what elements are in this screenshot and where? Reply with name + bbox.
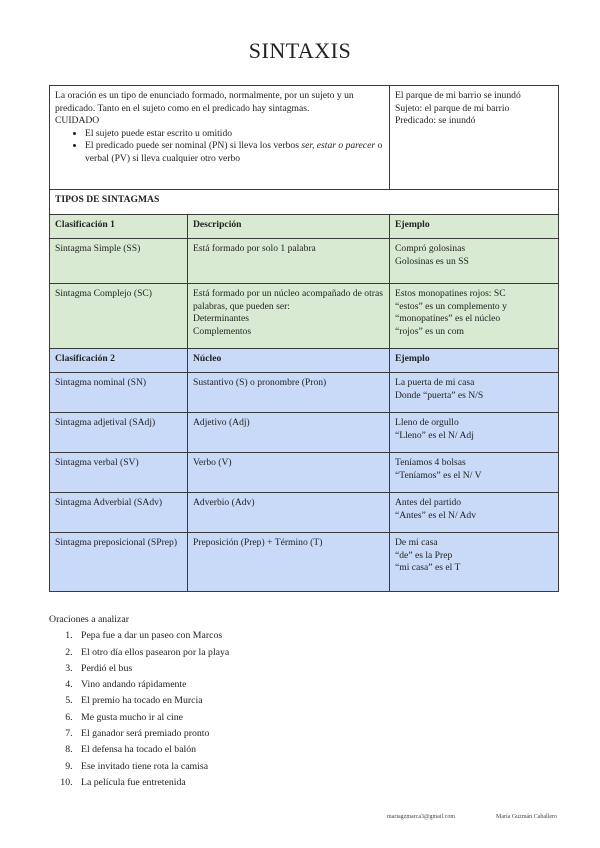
tipos-heading: TIPOS DE SINTAGMAS <box>50 190 559 215</box>
footer-email: mariagzmarca3@gmail.com <box>387 814 455 820</box>
column-header: Clasificación 1 <box>50 215 188 239</box>
table-cell: Adjetivo (Adj) <box>188 413 390 453</box>
column-header: Clasificación 2 <box>50 349 188 373</box>
oraciones-list <box>49 628 229 791</box>
table-cell: Sintagma preposicional (SPrep) <box>50 533 188 592</box>
list-item: • El sujeto puede estar escrito u omitido <box>85 128 384 141</box>
table-row <box>50 239 559 284</box>
column-header: Descripción <box>188 215 390 239</box>
column-header: Ejemplo <box>390 349 559 373</box>
table-cell: Lleno de orgullo “Lleno” es el N/ Adj <box>390 413 559 453</box>
table-cell: Está formado por un núcleo acompañado de otras palabras, que pueden ser: Determinantes Complementos <box>188 284 390 349</box>
table-cell: Sintagma verbal (SV) <box>50 453 188 493</box>
table-row <box>50 284 559 349</box>
list-item: 7. El ganador será premiado pronto <box>75 726 229 742</box>
table-row <box>50 493 559 533</box>
table-cell: Está formado por solo 1 palabra <box>188 239 390 284</box>
class2-header-row <box>50 349 559 373</box>
table-cell: Adverbio (Adv) <box>188 493 390 533</box>
oraciones-section <box>49 612 229 791</box>
table-cell: La puerta de mi casa Donde “puerta” es N/S <box>390 373 559 413</box>
intro-text-cell <box>50 86 390 190</box>
table-row <box>50 533 559 592</box>
list-item: • El predicado puede ser nominal (PN) si lleva los verbos ser, estar o parecer o verbal (PV) si lleva cualquier otro verbo <box>85 140 384 165</box>
list-item: 9. Ese invitado tiene rota la camisa <box>75 759 229 775</box>
list-item: 2. El otro día ellos pasearon por la playa <box>75 645 229 661</box>
table-row <box>50 373 559 413</box>
list-item: 3. Perdió el bus <box>75 661 229 677</box>
table-cell: Sintagma Complejo (SC) <box>50 284 188 349</box>
page-title: SINTAXIS <box>248 38 352 63</box>
intro-paragraph: La oración es un tipo de enunciado formado, normalmente, por un sujeto y un predicado. Tanto en el sujeto como en el predicado hay sintagmas. <box>55 90 354 114</box>
table-cell: Antes del partido “Antes” es el N/ Adv <box>390 493 559 533</box>
column-header: Núcleo <box>188 349 390 373</box>
sintagmas-table <box>49 85 559 592</box>
column-header: Ejemplo <box>390 215 559 239</box>
table-row <box>50 453 559 493</box>
table-cell: Sintagma Adverbial (SAdv) <box>50 493 188 533</box>
table-cell: De mi casa “de” es la Prep “mi casa” es el T <box>390 533 559 592</box>
oraciones-heading: Oraciones a analizar <box>49 614 129 625</box>
class1-header-row <box>50 215 559 239</box>
table-cell: Estos monopatines rojos: SC “estos” es un complemento y “monopatines” es el núcleo “rojos” es un com <box>390 284 559 349</box>
table-cell: Sintagma adjetival (SAdj) <box>50 413 188 453</box>
tipos-heading-row <box>50 190 559 215</box>
list-item: 4. Vino andando rápidamente <box>75 677 229 693</box>
table-cell: Compró golosinas Golosinas es un SS <box>390 239 559 284</box>
table-cell: Teníamos 4 bolsas “Teníamos” es el N/ V <box>390 453 559 493</box>
table-cell: Sustantivo (S) o pronombre (Pron) <box>188 373 390 413</box>
table-cell: Sintagma nominal (SN) <box>50 373 188 413</box>
list-item: 8. El defensa ha tocado el balón <box>75 742 229 758</box>
intro-example-cell: El parque de mi barrio se inundó Sujeto: el parque de mi barrio Predicado: se inundó <box>390 86 559 190</box>
cuidado-list <box>55 128 384 166</box>
table-cell: Verbo (V) <box>188 453 390 493</box>
list-item: 10. La película fue entretenida <box>75 775 229 791</box>
list-item: 6. Me gusta mucho ir al cine <box>75 710 229 726</box>
list-item: 1. Pepa fue a dar un paseo con Marcos <box>75 628 229 644</box>
footer-author: María Guzmán Caballero <box>496 814 557 820</box>
table-cell: Preposición (Prep) + Término (T) <box>188 533 390 592</box>
cuidado-label: CUIDADO <box>55 115 100 127</box>
table-row <box>50 413 559 453</box>
table-cell: Sintagma Simple (SS) <box>50 239 188 284</box>
intro-row <box>50 86 559 190</box>
list-item: 5. El premio ha tocado en Murcia <box>75 693 229 709</box>
